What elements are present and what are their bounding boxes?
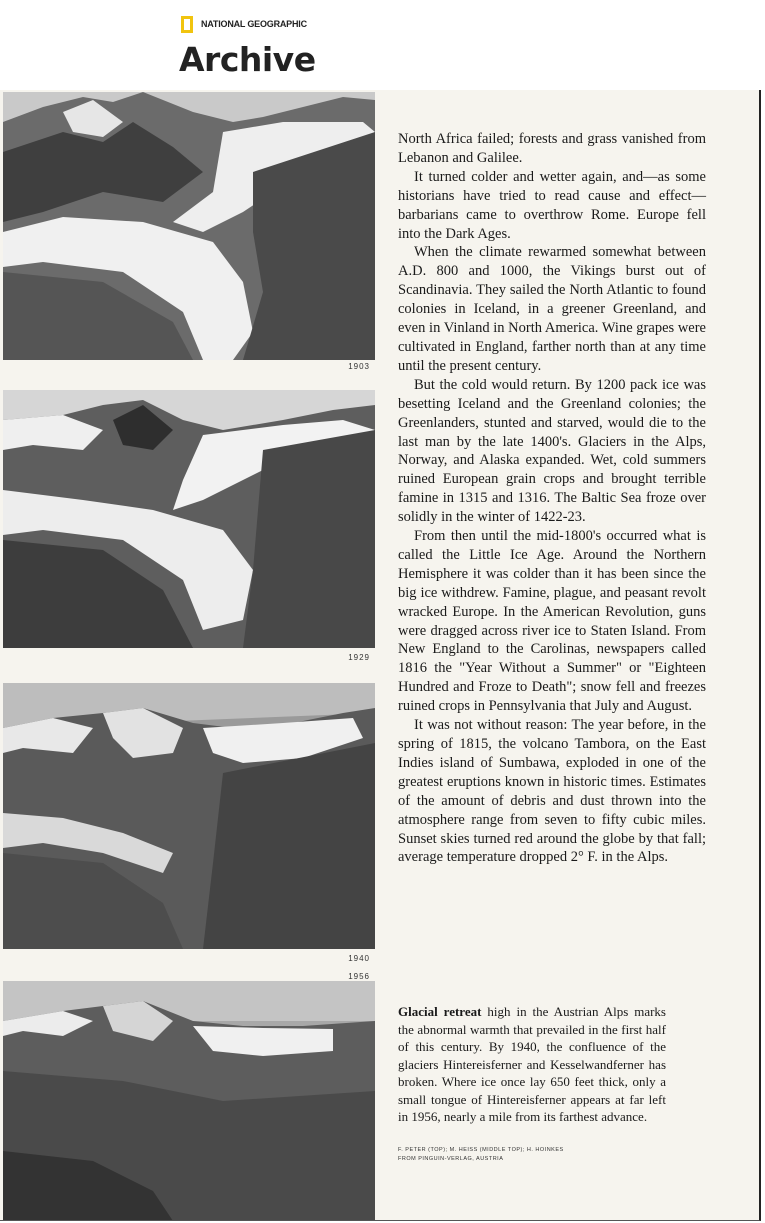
photo-credits [398,1146,678,1164]
credit-line: FROM PINGUIN-VERLAG, AUSTRIA [398,1156,504,1162]
photo-year-label: 1903 [348,362,370,371]
glacier-photo-1903 [3,92,375,360]
credit-line: F. PETER (TOP); M. HEISS (MIDDLE TOP); H. HOINKES [398,1147,564,1153]
article-paragraph: It was not without reason: The year before, in the spring of 1815, the volcano Tambora, on the East Indies island of Sumbawa, exploded in one of the greatest eruptions known in historic times. Estimates of the amount of debris and dust thrown into the atmosphere range from seven to fifty cubic miles. Sunset skies turned red around the globe by that fall; average temperature dropped 2° F. in the Alps. [398,717,706,866]
glacier-photo-1956 [3,981,375,1221]
photo-year-label: 1956 [348,972,370,981]
article-paragraph: When the climate rewarmed somewhat between A.D. 800 and 1000, the Vikings burst out of Scandinavia. They sailed the North Atlantic to found colonies in Iceland, in a greener Greenland, and even in Vinland in North America. Wine grapes were cultivated in England, farther north than at any time until the present century. [398,244,706,374]
glacier-photo-1929 [3,390,375,648]
scanned-page [0,90,761,1221]
brand-name[interactable]: NATIONAL GEOGRAPHIC [201,19,307,29]
glacier-photo-1940 [3,683,375,949]
photo-year-label: 1929 [348,653,370,662]
article-paragraph: But the cold would return. By 1200 pack ice was besetting Iceland and the Greenland colonies; the Greenlanders, stunted and starved, would die to the last man by the late 1400's. Glaciers in the Alps, Norway, and Alaska expanded. Wet, cold summers ruined European grain crops and brought terrible famine in 1315 and 1316. The Baltic Sea froze over solidly in the winter of 1422-23. [398,376,706,526]
article-paragraph: North Africa failed; forests and grass vanished from Lebanon and Galilee. [398,131,706,166]
article-paragraph: It turned colder and wetter again, and—as some historians have tried to read cause and effect—barbarians came to overthrow Rome. Europe fell into the Dark Ages. [398,168,706,242]
photo-caption [398,1003,666,1126]
page-title[interactable]: Archive [179,40,316,79]
caption-text: high in the Austrian Alps marks the abnormal warmth that prevailed in the first half of this century. By 1940, the confluence of the glaciers Hintereisferner and Kesselwandferner has broken. Where ice once lay 650 feet thick, only a small tongue of Hintereisferner appears at far left in 1956, nearly a mile from its farthest advance. [398,1004,666,1124]
nat-geo-logo-icon[interactable] [181,16,193,33]
article-paragraph: From then until the mid-1800's occurred what is called the Little Ice Age. Around the Northern Hemisphere it was colder than it has been since the big ice withdrew. Famine, plague, and peasant revolt wracked Europe. In the American Revolution, guns were dragged across river ice to Staten Island. From New England to the Carolinas, newspapers called 1816 the "Year Without a Summer" or "Eighteen Hundred and Froze to Death"; snow fell and freezes ruined crops in Pennsylvania that July and August. [398,528,706,715]
site-header [0,0,765,90]
article-body [398,130,706,867]
photo-year-label: 1940 [348,954,370,963]
caption-lead: Glacial retreat [398,1004,482,1019]
